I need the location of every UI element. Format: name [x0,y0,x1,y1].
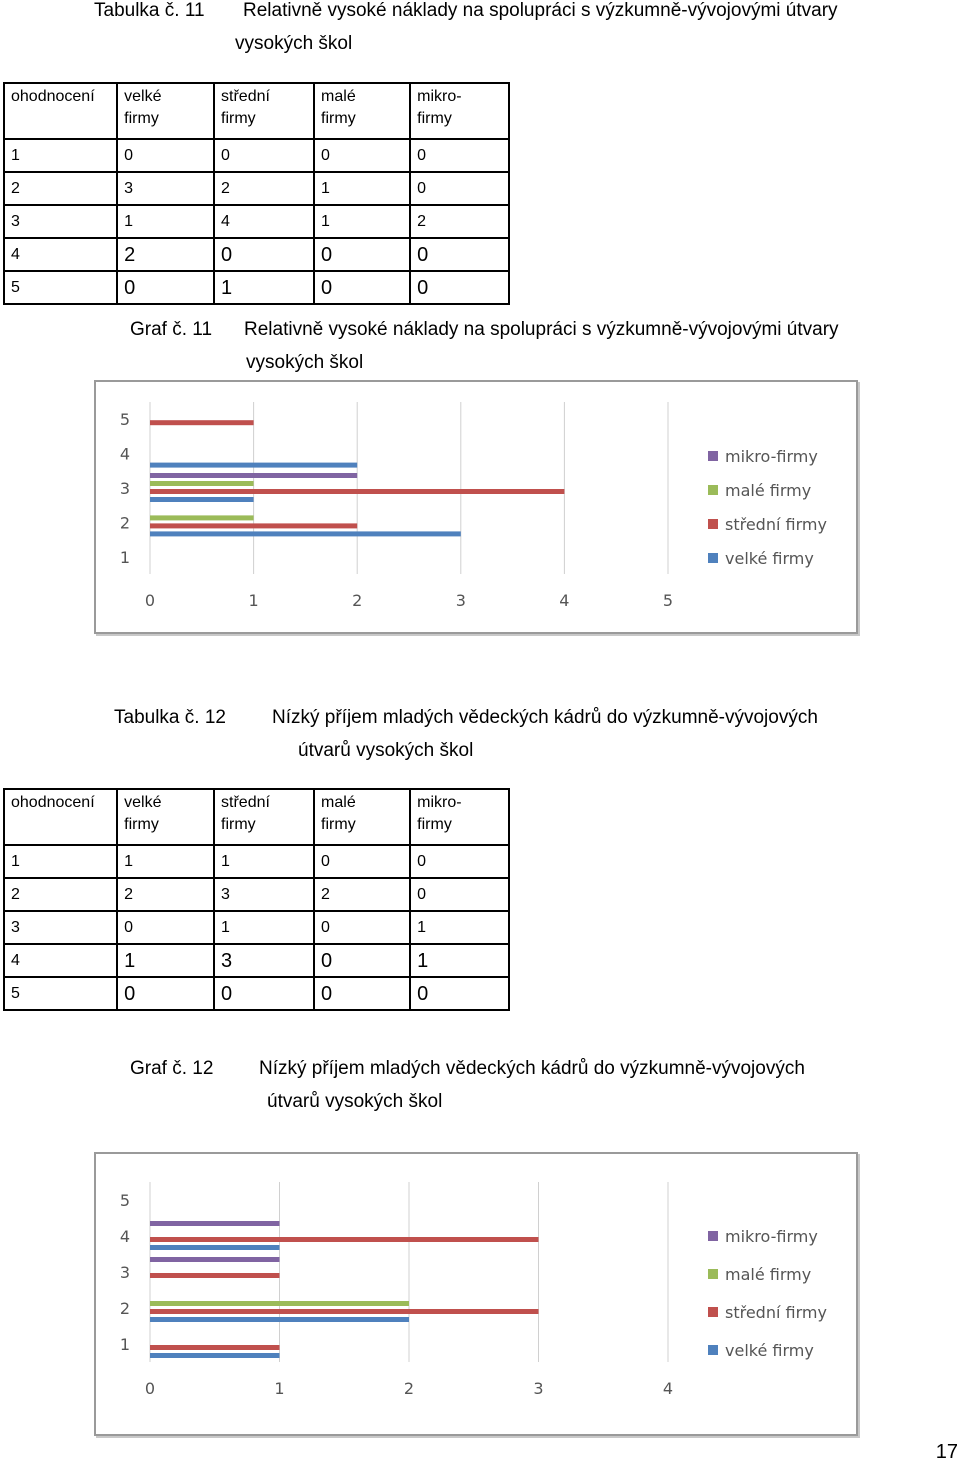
x-tick-label: 0 [144,1379,156,1398]
table-11-title-line2: vysokých škol [235,33,353,54]
rating-cell: 5 [4,271,117,304]
value-cell: 1 [410,911,509,944]
table-row [4,845,509,878]
header-text-line: velké [124,88,162,105]
table-row [4,172,509,205]
legend-swatch [708,1269,718,1279]
x-tick-label: 4 [662,1379,674,1398]
chart-11 [96,382,856,632]
table-header-cell [410,83,509,139]
table-row [4,271,509,304]
legend-label: malé firmy [725,1265,812,1284]
value-cell: 2 [214,172,314,205]
table-row [4,878,509,911]
value-cell: 0 [314,944,410,977]
header-text-line: firmy [221,816,256,833]
header-text-line: ohodnocení [11,794,95,811]
table-12-title-line1: Nízký příjem mladých vědeckých kádrů do výzkumně-vývojových [272,707,818,728]
table-header-cell [214,83,314,139]
value-cell: 2 [410,205,509,238]
legend-swatch [708,1307,718,1317]
chart-12-title-line2: útvarů vysokých škol [267,1091,443,1112]
legend-label: mikro-firmy [725,447,818,466]
legend-swatch [708,1231,718,1241]
y-tick-label: 3 [119,479,131,498]
table-header-cell [410,789,509,845]
y-tick-label: 1 [119,1335,131,1354]
value-cell: 1 [117,205,214,238]
value-cell: 0 [214,977,314,1010]
bar-mikro-firmy [150,1221,280,1226]
rating-cell: 2 [4,878,117,911]
bar-střední-firmy [150,1309,539,1314]
value-cell: 0 [314,977,410,1010]
value-cell: 0 [314,911,410,944]
legend-swatch [708,1345,718,1355]
rating-cell: 2 [4,172,117,205]
header-text-line: malé [321,88,356,105]
value-cell: 0 [214,139,314,172]
bar-střední-firmy [150,1345,280,1350]
table-11-label: Tabulka č. 11 [94,0,205,21]
table-12-caption [114,701,960,767]
table-header-cell [117,789,214,845]
bar-velké-firmy [150,1353,280,1358]
rating-cell: 1 [4,845,117,878]
table-header-cell [314,789,410,845]
bar-střední-firmy [150,420,254,425]
bar-střední-firmy [150,1237,539,1242]
value-cell: 0 [117,271,214,304]
table-header-row [4,789,509,845]
chart-11-title-line2: vysokých škol [246,352,364,373]
chart-11-frame [94,380,858,634]
value-cell: 1 [314,205,410,238]
table-row [4,944,509,977]
y-tick-label: 4 [119,1227,131,1246]
value-cell: 0 [117,911,214,944]
value-cell: 0 [214,238,314,271]
header-text-line: firmy [417,816,452,833]
x-tick-label: 5 [662,591,674,610]
table-row [4,139,509,172]
chart-11-title-line1: Relativně vysoké náklady na spolupráci s výzkumně-vývojovými útvary [244,319,839,340]
table-12-title-line2: útvarů vysokých škol [298,740,474,761]
x-tick-label: 3 [533,1379,544,1398]
table-row [4,205,509,238]
table-header-cell [4,789,117,845]
x-tick-label: 0 [144,591,156,610]
y-tick-label: 2 [119,1299,131,1318]
header-text-line: ohodnocení [11,88,95,105]
value-cell: 1 [314,172,410,205]
chart-12-frame [94,1152,858,1436]
value-cell: 0 [410,878,509,911]
value-cell: 0 [410,977,509,1010]
value-cell: 1 [214,271,314,304]
header-text-line: firmy [124,110,159,127]
x-tick-label: 2 [403,1379,415,1398]
legend-swatch [708,451,718,461]
value-cell: 0 [410,238,509,271]
legend-swatch [708,485,718,495]
value-cell: 0 [314,845,410,878]
rating-cell: 1 [4,139,117,172]
value-cell: 0 [410,271,509,304]
y-tick-label: 2 [119,513,131,533]
bar-velké-firmy [150,463,357,468]
bar-malé-firmy [150,515,254,520]
x-tick-label: 4 [559,591,570,610]
header-text-line: malé [321,794,356,811]
bar-střední-firmy [150,1273,280,1278]
bar-velké-firmy [150,1245,280,1250]
legend-label: střední firmy [725,1303,827,1322]
bar-střední-firmy [150,489,564,494]
rating-cell: 3 [4,205,117,238]
value-cell: 0 [314,271,410,304]
header-text-line: velké [124,794,162,811]
table-header-cell [4,83,117,139]
y-tick-label: 3 [119,1263,131,1282]
chart-12-title-line1: Nízký příjem mladých vědeckých kádrů do výzkumně-vývojových [259,1058,805,1079]
x-tick-label: 3 [455,591,466,610]
value-cell: 1 [117,845,214,878]
chart-11-caption [130,313,960,379]
table-12 [3,788,510,1011]
header-text-line: firmy [417,110,452,127]
table-row [4,911,509,944]
chart-12-caption [130,1052,960,1118]
table-header-cell [214,789,314,845]
value-cell: 1 [214,845,314,878]
legend-swatch [708,553,718,563]
rating-cell: 3 [4,911,117,944]
bar-velké-firmy [150,497,254,502]
value-cell: 3 [214,944,314,977]
value-cell: 4 [214,205,314,238]
header-text-line: mikro- [417,794,462,811]
chart-12-label: Graf č. 12 [130,1058,214,1079]
table-header-cell [117,83,214,139]
chart-11-label: Graf č. 11 [130,319,213,340]
value-cell: 1 [410,944,509,977]
y-tick-label: 5 [119,1191,131,1210]
rating-cell: 4 [4,238,117,271]
value-cell: 0 [314,139,410,172]
value-cell: 0 [410,139,509,172]
value-cell: 1 [214,911,314,944]
header-text-line: firmy [321,110,356,127]
value-cell: 2 [117,878,214,911]
value-cell: 0 [314,238,410,271]
bar-malé-firmy [150,1301,409,1306]
rating-cell: 4 [4,944,117,977]
value-cell: 3 [117,172,214,205]
page-number: 17 [935,1441,958,1463]
table-12-label: Tabulka č. 12 [114,707,226,728]
table-11-caption [94,0,960,60]
x-tick-label: 1 [274,1379,285,1398]
chart-12 [96,1154,856,1434]
legend-label: mikro-firmy [725,1227,818,1246]
y-tick-label: 5 [119,410,131,430]
table-header-row [4,83,509,139]
bar-malé-firmy [150,481,254,486]
header-text-line: firmy [321,816,356,833]
x-tick-label: 1 [248,591,259,610]
legend-label: malé firmy [725,481,812,500]
table-11 [3,82,510,305]
header-text-line: firmy [124,816,159,833]
y-tick-label: 4 [119,444,131,464]
value-cell: 3 [214,878,314,911]
value-cell: 0 [410,172,509,205]
value-cell: 0 [117,977,214,1010]
table-header-cell [314,83,410,139]
value-cell: 0 [117,139,214,172]
bar-mikro-firmy [150,473,357,478]
bar-velké-firmy [150,1317,409,1322]
bar-velké-firmy [150,531,461,536]
legend-label: velké firmy [725,549,814,568]
value-cell: 1 [117,944,214,977]
header-text-line: mikro- [417,88,462,105]
x-tick-label: 2 [352,591,363,610]
value-cell: 2 [117,238,214,271]
table-11-title-line1: Relativně vysoké náklady na spolupráci s výzkumně-vývojovými útvary [243,0,838,21]
y-tick-label: 1 [119,547,131,567]
header-text-line: střední [221,88,270,105]
bar-mikro-firmy [150,1257,280,1262]
value-cell: 0 [410,845,509,878]
bar-střední-firmy [150,523,357,528]
value-cell: 2 [314,878,410,911]
legend-swatch [708,519,718,529]
legend-label: velké firmy [725,1341,814,1360]
header-text-line: firmy [221,110,256,127]
legend-label: střední firmy [725,515,827,534]
table-row [4,977,509,1010]
rating-cell: 5 [4,977,117,1010]
header-text-line: střední [221,794,270,811]
table-row [4,238,509,271]
